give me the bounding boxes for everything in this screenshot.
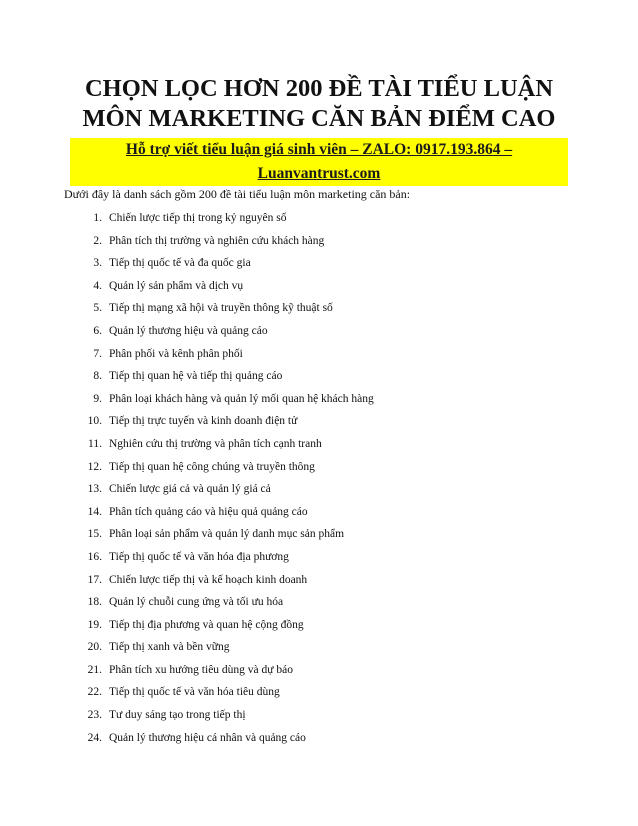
- list-item-number: 6.: [93, 324, 102, 337]
- list-item: [64, 436, 374, 459]
- list-item-text: Tiếp thị quan hệ và tiếp thị quảng cáo: [109, 370, 283, 383]
- list-item-text: Nghiên cứu thị trường và phân tích cạnh tranh: [109, 437, 322, 450]
- list-item-text: Chiến lược giá cả và quản lý giá cả: [109, 483, 271, 496]
- topic-list: [64, 210, 374, 752]
- list-item-number: 21.: [87, 663, 102, 676]
- list-item-text: Phân tích thị trường và nghiên cứu khách hàng: [109, 234, 325, 247]
- list-item: [64, 639, 374, 662]
- list-item: [64, 526, 374, 549]
- list-item-text: Tiếp thị quốc tế và văn hóa tiêu dùng: [109, 686, 280, 699]
- list-item: [64, 391, 374, 414]
- list-item: [64, 278, 374, 301]
- list-item-number: 5.: [93, 302, 102, 315]
- list-item-text: Tiếp thị mạng xã hội và truyền thông kỹ thuật số: [109, 302, 333, 315]
- list-item-text: Chiến lược tiếp thị trong kỷ nguyên số: [109, 212, 287, 224]
- intro-paragraph: Dưới đây là danh sách gồm 200 đề tài tiểu luận môn marketing căn bản:: [64, 187, 411, 201]
- list-item: [64, 594, 374, 617]
- list-item: [64, 233, 374, 256]
- list-item-number: 18.: [87, 596, 102, 609]
- list-item: [64, 504, 374, 527]
- list-item-number: 23.: [87, 709, 102, 722]
- list-item-number: 12.: [87, 460, 102, 473]
- list-item-text: Tiếp thị xanh và bền vững: [109, 641, 230, 654]
- list-item-text: Tiếp thị trực tuyến và kinh doanh điện tử: [109, 415, 298, 428]
- list-item: [64, 210, 374, 233]
- list-item-text: Tiếp thị địa phương và quan hệ cộng đồng: [109, 618, 304, 631]
- list-item: [64, 662, 374, 685]
- promo-subtitle: [70, 138, 568, 186]
- list-item: [64, 255, 374, 278]
- list-item-number: 22.: [87, 686, 102, 699]
- list-item: [64, 323, 374, 346]
- list-item-number: 24.: [87, 731, 102, 744]
- list-item-text: Phân tích quảng cáo và hiệu quả quảng cáo: [109, 505, 308, 518]
- list-item-number: 7.: [93, 347, 102, 360]
- title-line-1: CHỌN LỌC HƠN 200 ĐỀ TÀI TIỂU LUẬN: [84, 75, 554, 102]
- list-item-number: 4.: [93, 279, 102, 292]
- list-item-text: Tiếp thị quốc tế và đa quốc gia: [109, 257, 251, 270]
- list-item: [64, 617, 374, 640]
- list-item-text: Tiếp thị quan hệ công chúng và truyền thông: [109, 460, 315, 473]
- list-item-number: 16.: [87, 550, 102, 563]
- list-item: [64, 481, 374, 504]
- list-item-text: Phân tích xu hướng tiêu dùng và dự báo: [109, 663, 293, 676]
- list-item-text: Quản lý sản phẩm và dịch vụ: [109, 279, 244, 292]
- list-item-text: Tư duy sáng tạo trong tiếp thị: [109, 709, 246, 722]
- list-item-number: 15.: [87, 528, 102, 541]
- list-item-text: Phân loại sản phẩm và quản lý danh mục sản phẩm: [109, 528, 345, 541]
- title-line-2: MÔN MARKETING CĂN BẢN ĐIỂM CAO: [82, 105, 556, 132]
- list-item-number: 9.: [93, 392, 102, 405]
- subtitle-line-1-text: Hỗ trợ viết tiểu luận giá sinh viên – ZALO: 0917.193.864 –: [70, 138, 568, 162]
- list-item: [64, 413, 374, 436]
- list-item: [64, 707, 374, 730]
- list-item-number: 3.: [93, 257, 102, 270]
- list-item: [64, 346, 374, 369]
- list-item-number: 20.: [87, 641, 102, 654]
- list-item-number: 13.: [87, 483, 102, 496]
- website-link[interactable]: Luanvantrust.com: [70, 162, 568, 186]
- list-item: [64, 549, 374, 572]
- list-item: [64, 572, 374, 595]
- list-item: [64, 684, 374, 707]
- page-title: [60, 74, 578, 134]
- list-item-number: 14.: [87, 505, 102, 518]
- list-item-text: Quản lý chuỗi cung ứng và tối ưu hóa: [109, 596, 284, 609]
- list-item: [64, 730, 374, 753]
- list-item-number: 10.: [87, 415, 102, 428]
- list-item-number: 11.: [88, 437, 102, 450]
- list-item-text: Phân loại khách hàng và quản lý mối quan hệ khách hàng: [109, 392, 374, 405]
- list-item-text: Quản lý thương hiệu cá nhân và quảng cáo: [109, 731, 306, 744]
- list-item: [64, 300, 374, 323]
- list-item-number: 1.: [93, 212, 102, 224]
- list-item: [64, 459, 374, 482]
- list-item-text: Chiến lược tiếp thị và kế hoạch kinh doanh: [109, 573, 308, 586]
- list-item-number: 8.: [93, 370, 102, 383]
- list-item: [64, 368, 374, 391]
- subtitle-line-2: [70, 162, 568, 186]
- subtitle-line-1: [70, 138, 568, 162]
- list-item-number: 2.: [93, 234, 102, 247]
- list-item-text: Tiếp thị quốc tế và văn hóa địa phương: [109, 550, 289, 563]
- list-item-text: Quản lý thương hiệu và quảng cáo: [109, 324, 268, 337]
- list-item-text: Phân phối và kênh phân phối: [109, 347, 243, 360]
- list-item-number: 19.: [87, 618, 102, 631]
- list-item-number: 17.: [87, 573, 102, 586]
